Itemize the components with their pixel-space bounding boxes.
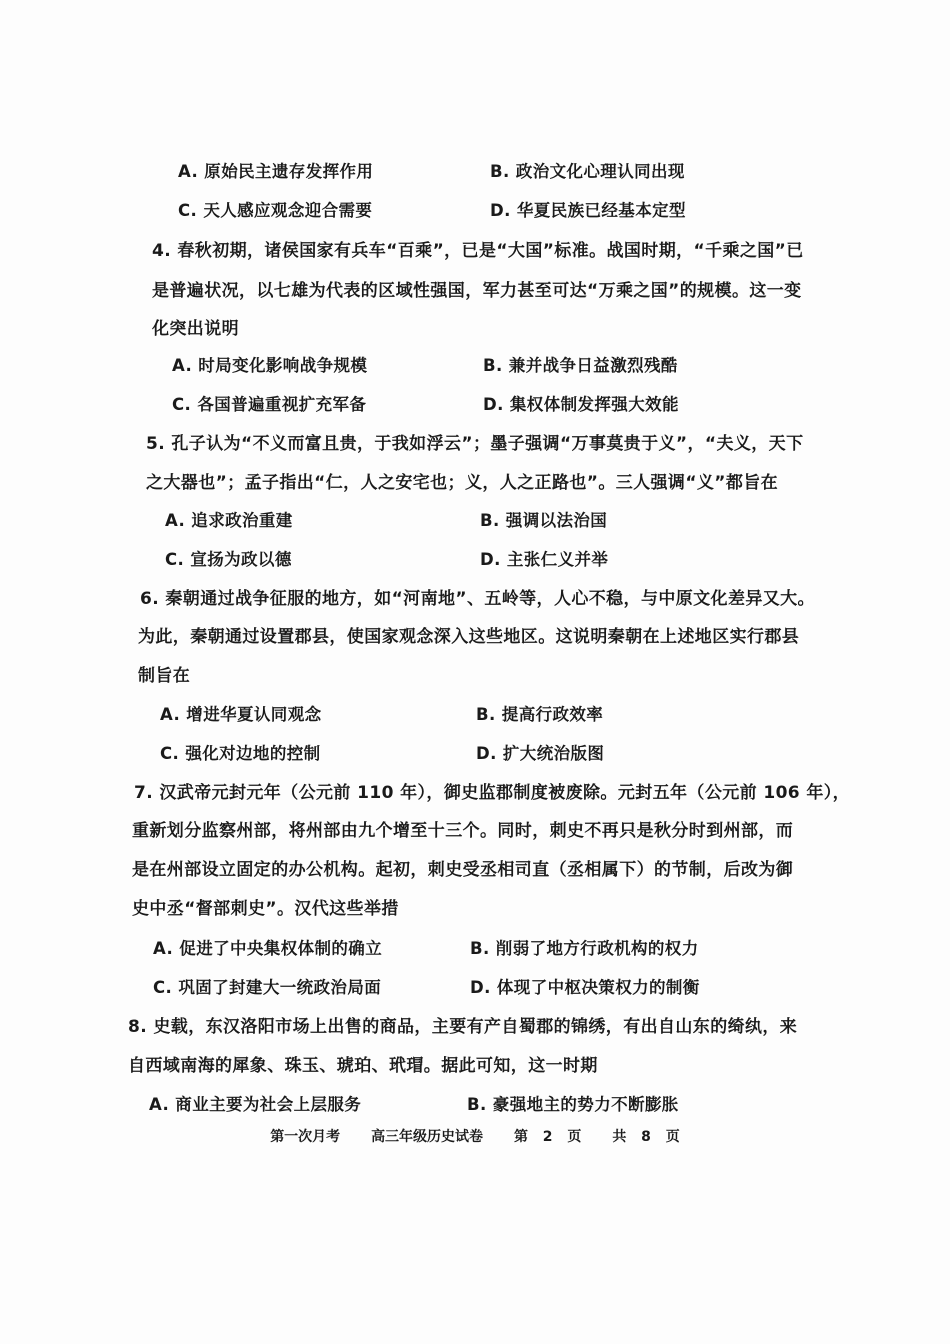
q6-option-b: B. 提高行政效率: [476, 705, 604, 724]
footer-paper-title: 高三年级历史试卷: [371, 1129, 484, 1145]
q7-stem-line3: 是在州部设立固定的办公机构。起初，刺史受丞相司直（丞相属下）的节制，后改为御: [132, 860, 794, 880]
q7-option-d: D. 体现了中枢决策权力的制衡: [470, 978, 700, 997]
q7-stem-line1: 7. 汉武帝元封元年（公元前 110 年），御史监郡制度被废除。元封五年（公元前 106 年），: [134, 783, 851, 803]
q5-option-b: B. 强调以法治国: [480, 511, 608, 530]
q5-stem-line1: 5. 孔子认为“不义而富且贵，于我如浮云”；墨子强调“万事莫贵于义”，“夫义，天下: [146, 434, 804, 454]
q4-stem-line1: 4. 春秋初期，诸侯国家有兵车“百乘”，已是“大国”标准。战国时期，“千乘之国”已: [152, 241, 804, 261]
q8-stem-line1: 8. 史载，东汉洛阳市场上出售的商品，主要有产自蜀郡的锦绣，有出自山东的绮纨，来: [128, 1017, 798, 1037]
q6-option-c: C. 强化对边地的控制: [160, 744, 321, 763]
page-footer: [0, 1126, 950, 1146]
q3-option-a: A. 原始民主遗存发挥作用: [178, 162, 374, 181]
q7-option-b: B. 削弱了地方行政机构的权力: [470, 939, 699, 958]
q6-stem-line1: 6. 秦朝通过战争征服的地方，如“河南地”、五岭等，人心不稳，与中原文化差异又大。: [140, 589, 815, 609]
q7-option-a: A. 促进了中央集权体制的确立: [153, 939, 383, 958]
footer-total-pages: 共 8 页: [612, 1129, 680, 1145]
q5-option-a: A. 追求政治重建: [165, 511, 293, 530]
q4-option-b: B. 兼并战争日益激烈残酷: [483, 356, 678, 375]
q8-option-b: B. 豪强地主的势力不断膨胀: [467, 1095, 679, 1114]
q4-option-a: A. 时局变化影响战争规模: [172, 356, 368, 375]
q6-stem-line2: 为此，秦朝通过设置郡县，使国家观念深入这些地区。这说明秦朝在上述地区实行郡县: [138, 627, 800, 647]
q6-option-a: A. 增进华夏认同观念: [160, 705, 322, 724]
q5-stem-line2: 之大器也”；孟子指出“仁，人之安宅也；义，人之正路也”。三人强调“义”都旨在: [146, 473, 779, 493]
q7-option-c: C. 巩固了封建大一统政治局面: [153, 978, 382, 997]
q4-stem-line3: 化突出说明: [152, 319, 239, 339]
q4-stem-line2: 是普遍状况，以七雄为代表的区域性强国，军力甚至可达“万乘之国”的规模。这一变: [152, 281, 802, 301]
q3-option-d: D. 华夏民族已经基本定型: [490, 201, 686, 220]
q8-stem-line2: 自西域南海的犀象、珠玉、琥珀、玳瑁。据此可知，这一时期: [128, 1056, 598, 1076]
q4-option-c: C. 各国普遍重视扩充军备: [172, 395, 367, 414]
q5-option-d: D. 主张仁义并举: [480, 550, 609, 569]
q8-option-a: A. 商业主要为社会上层服务: [149, 1095, 362, 1114]
q3-option-c: C. 天人感应观念迎合需要: [178, 201, 373, 220]
q3-option-b: B. 政治文化心理认同出现: [490, 162, 685, 181]
q6-option-d: D. 扩大统治版图: [476, 744, 605, 763]
q6-stem-line3: 制旨在: [138, 666, 191, 686]
q5-option-c: C. 宣扬为政以德: [165, 550, 292, 569]
footer-exam-name: 第一次月考: [270, 1129, 341, 1145]
footer-page-number: 第 2 页: [513, 1129, 582, 1145]
q7-stem-line4: 史中丞“督部刺史”。汉代这些举措: [132, 899, 399, 919]
q7-stem-line2: 重新划分监察州部，将州部由九个增至十三个。同时，刺史不再只是秋分时到州部，而: [132, 821, 794, 841]
q4-option-d: D. 集权体制发挥强大效能: [483, 395, 679, 414]
